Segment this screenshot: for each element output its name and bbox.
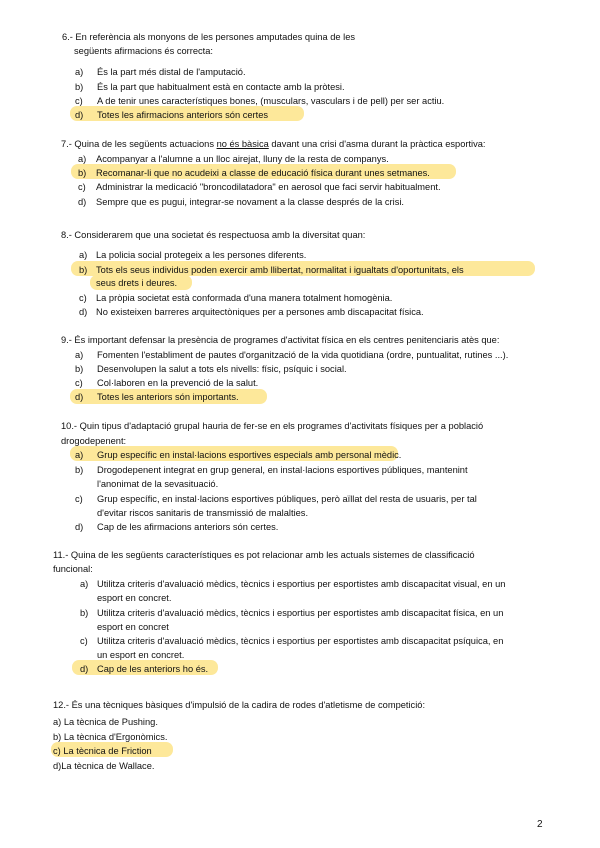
option-a: La policia social protegeix a les persones diferents. (96, 250, 307, 260)
option-letter: c) (75, 96, 83, 106)
option-c: c) La tècnica de Friction (53, 746, 152, 756)
question-stem: 12.- És una tècniques bàsiques d'impulsió de la cadira de rodes d'atletisme de competició: (53, 700, 426, 710)
option-b: Recomanar-li que no acudeixi a classe de educació física durant unes setmanes. (96, 168, 430, 178)
question-stem: drogodepenent: (61, 436, 127, 446)
option-letter: c) (75, 378, 83, 388)
option-letter: c) (75, 494, 83, 504)
option-d: Sempre que es pugui, integrar-se novament a la classe després de la crisi. (96, 197, 404, 207)
option-letter: b) (75, 465, 84, 475)
option-d: Totes les anteriors són importants. (97, 392, 239, 402)
option-a: Acompanyar a l'alumne a un lloc airejat, lluny de la resta de companys. (96, 154, 389, 164)
option-letter: c) (80, 636, 88, 646)
option-a: És la part més distal de l'amputació. (97, 67, 246, 77)
option-b-cont: l'anonimat de la sevasituació. (97, 479, 219, 489)
option-letter: a) (80, 579, 89, 589)
option-letter: d) (80, 664, 89, 674)
option-letter: b) (80, 608, 89, 618)
option-a: a) La tècnica de Pushing. (53, 717, 158, 727)
stem-text: davant una crisi d'asma durant la pràctica esportiva: (268, 139, 486, 149)
option-d: Totes les afirmacions anteriors són certes (97, 110, 269, 120)
option-letter: a) (75, 67, 84, 77)
option-c: La pròpia societat està conformada d'una manera totalment homogènia. (96, 293, 393, 303)
option-b: És la part que habitualment està en contacte amb la pròtesi. (97, 82, 345, 92)
option-c: A de tenir unes característiques bones, (musculars, vasculars i de pell) per ser actiu. (97, 96, 445, 106)
option-c: Utilitza criteris d'avaluació mèdics, tècnics i esportius per esportistes amb discapacitat psíquica, en (97, 636, 504, 646)
question-stem: següents afirmacions és correcta: (74, 46, 213, 56)
option-letter: b) (79, 265, 88, 275)
question-stem: 8.- Considerarem que una societat és respectuosa amb la diversitat quan: (61, 230, 366, 240)
option-b-cont: seus drets i deures. (96, 278, 178, 288)
question-stem: 10.- Quin tipus d'adaptació grupal hauria de fer-se en els programes d'activitats físiques per a població (61, 421, 484, 431)
option-b: Drogodepenent integrat en grup general, en instal·lacions esportives públiques, mantenint (97, 465, 468, 475)
option-letter: c) (79, 293, 87, 303)
option-b: Desenvolupen la salut a tots els nivells: físic, psíquic i social. (97, 364, 347, 374)
option-letter: a) (75, 350, 84, 360)
option-d: No existeixen barreres arquitectòniques per a persones amb discapacitat física. (96, 307, 424, 317)
option-c-cont: d'evitar riscos sanitaris de transmissió de malalties. (97, 508, 309, 518)
question-stem: 6.- En referència als monyons de les persones amputades quina de les (62, 32, 356, 42)
option-c: Col·laboren en la prevenció de la salut. (97, 378, 259, 388)
question-stem (61, 138, 486, 150)
option-c: Administrar la medicació "broncodilatadora" en aerosol que faci servir habitualment. (96, 182, 441, 192)
option-d: d)La tècnica de Wallace. (53, 761, 155, 771)
option-a: Grup específic en instal·lacions esportives especials amb personal mèdic. (97, 450, 402, 460)
stem-text: 7.- Quina de les següents actuacions (61, 139, 217, 149)
question-stem: funcional: (53, 564, 93, 574)
option-d: Cap de les anteriors ho és. (97, 664, 209, 674)
question-stem: 11.- Quina de les següents característiques es pot relacionar amb les actuals sistemes de classificació (53, 550, 475, 560)
option-letter: d) (75, 392, 84, 402)
option-a: Fomenten l'establiment de pautes d'organització de la vida quotidiana (ordre, puntualitat, rutines ...). (97, 350, 509, 360)
option-a: Utilitza criteris d'avaluació mèdics, tècnics i esportius per esportistes amb discapacitat visual, en un (97, 579, 506, 589)
option-b: b) La tècnica d'Ergonòmics. (53, 732, 168, 742)
page-number: 2 (537, 819, 543, 830)
option-b-cont: esport en concret (97, 622, 169, 632)
option-b: Utilitza criteris d'avaluació mèdics, tècnics i esportius per esportistes amb discapacitat física, en un (97, 608, 504, 618)
option-letter: c) (78, 182, 86, 192)
option-letter: d) (75, 522, 84, 532)
option-letter: d) (78, 197, 87, 207)
option-b: Tots els seus individus poden exercir amb llibertat, normalitat i igualtats d'oportunitats, els (96, 265, 464, 275)
option-c: Grup específic, en instal·lacions esportives públiques, però aïllat del resta de usuaris, per tal (97, 494, 477, 504)
option-letter: a) (75, 450, 84, 460)
option-letter: b) (75, 82, 84, 92)
option-d: Cap de les afirmacions anteriors són certes. (97, 522, 279, 532)
option-letter: a) (78, 154, 87, 164)
option-letter: d) (79, 307, 88, 317)
option-letter: b) (78, 168, 87, 178)
stem-underlined: no és bàsica (216, 139, 269, 149)
question-stem: 9.- És important defensar la presència de programes d'activitat física en els centres penitenciaris atès que: (61, 335, 500, 345)
option-a-cont: esport en concret. (97, 593, 172, 603)
option-letter: d) (75, 110, 84, 120)
option-c-cont: un esport en concret. (97, 650, 185, 660)
option-letter: a) (79, 250, 88, 260)
option-letter: b) (75, 364, 84, 374)
